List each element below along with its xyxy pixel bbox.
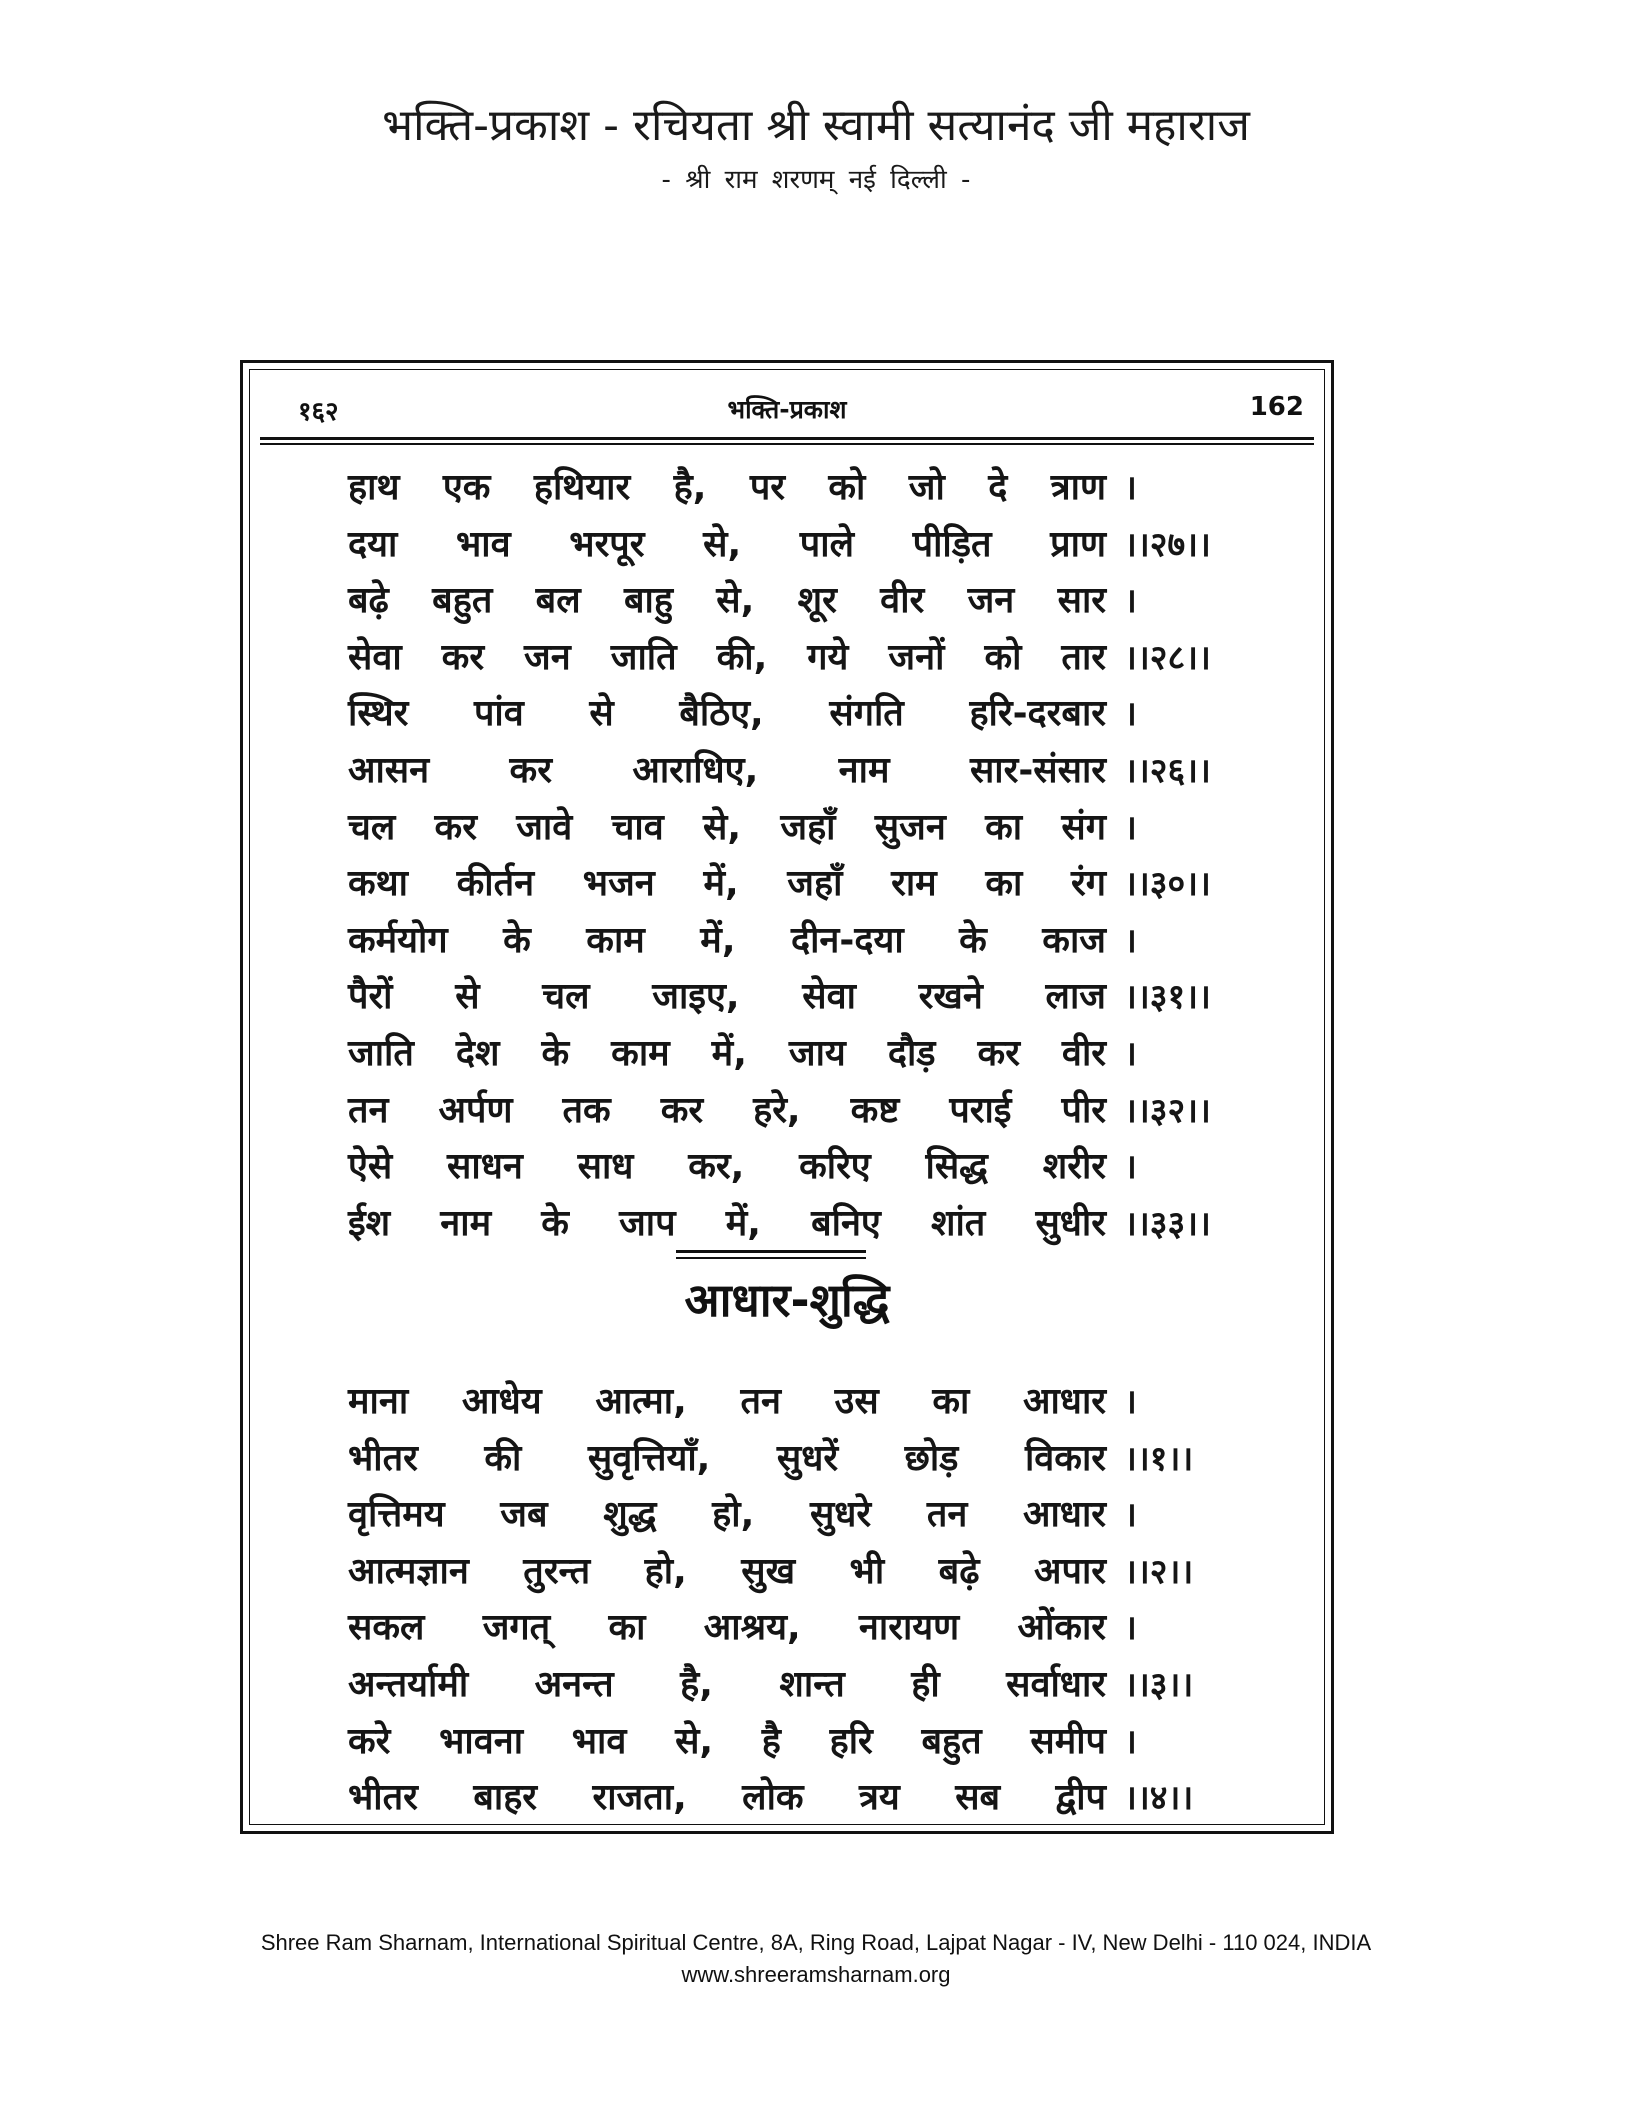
verse-text: तन अर्पण तक कर हरे, कष्ट पराई पीर bbox=[348, 1089, 1106, 1131]
verse-text: ऐसे साधन साध कर, करिए सिद्ध शरीर bbox=[348, 1146, 1106, 1188]
verse-line bbox=[348, 630, 1218, 687]
verse-number: ।।२६।। bbox=[1124, 750, 1211, 791]
page-number-devanagari: १६२ bbox=[298, 397, 339, 427]
verse-number: । bbox=[1124, 1721, 1137, 1762]
scanned-book-page bbox=[240, 360, 1334, 1834]
verse-text: वृत्तिमय जब शुद्ध हो, सुधरे तन आधार bbox=[348, 1494, 1106, 1536]
section-heading-rule-thin bbox=[676, 1257, 866, 1259]
verse-line bbox=[348, 913, 1218, 970]
verse-line bbox=[348, 1196, 1218, 1253]
verse-text: अन्तर्यामी अनन्त है, शान्त ही सर्वाधार bbox=[348, 1663, 1106, 1705]
page-number-arabic: 162 bbox=[1249, 392, 1304, 422]
verse-line bbox=[348, 969, 1218, 1026]
verse-line bbox=[348, 1657, 1218, 1714]
footer-address: Shree Ram Sharnam, International Spiritual Centre, 8A, Ring Road, Lajpat Nagar - IV, New Delhi - 110 024, INDIA bbox=[260, 1930, 1372, 1955]
verse-number: ।।४।। bbox=[1124, 1778, 1194, 1819]
verse-text: आसन कर आराधिए, नाम सार-संसार bbox=[348, 749, 1106, 791]
verse-line bbox=[348, 1431, 1218, 1488]
verse-number: ।।३१।। bbox=[1124, 977, 1211, 1018]
running-title: भक्ति-प्रकाश bbox=[727, 395, 847, 424]
verse-text: माना आधेय आत्मा, तन उस का आधार bbox=[348, 1381, 1106, 1422]
verse-line bbox=[348, 686, 1218, 743]
footer-website: www.shreeramsharnam.org bbox=[681, 1962, 951, 1987]
verse-number: । bbox=[1124, 1495, 1137, 1536]
verse-number: । bbox=[1124, 807, 1137, 848]
verse-line bbox=[348, 1770, 1218, 1827]
verse-text: करे भावना भाव से, है हरि बहुत समीप bbox=[348, 1720, 1106, 1762]
verse-number: ।।२७।। bbox=[1124, 524, 1211, 565]
book-page-inner-frame bbox=[249, 369, 1325, 1825]
verse-number: ।।३२।। bbox=[1124, 1090, 1211, 1131]
section-heading: आधार-शुद्धि bbox=[684, 1273, 890, 1327]
verse-line bbox=[348, 743, 1218, 800]
document-subtitle: - श्री राम शरणम् नई दिल्ली - bbox=[661, 165, 971, 195]
verse-number: ।।२।। bbox=[1124, 1551, 1194, 1592]
verse-number: ।।२८।। bbox=[1124, 637, 1211, 678]
verse-text: सेवा कर जन जाति की, गये जनों को तार bbox=[348, 636, 1106, 678]
verse-line bbox=[348, 1600, 1218, 1657]
verse-line bbox=[348, 1026, 1218, 1083]
verse-number: ।।३०।। bbox=[1124, 864, 1211, 905]
running-head-rule bbox=[260, 437, 1314, 440]
verse-text: बढ़े बहुत बल बाहु से, शूर वीर जन सार bbox=[348, 580, 1106, 622]
verse-number: । bbox=[1124, 1147, 1137, 1188]
verse-text: सकल जगत् का आश्रय, नारायण ओंकार bbox=[348, 1607, 1106, 1649]
verse-block-1 bbox=[348, 460, 1218, 1252]
verse-number: ।।३३।। bbox=[1124, 1203, 1211, 1244]
verse-text: भीतर की सुवृत्तियाँ, सुधरें छोड़ विकार bbox=[348, 1437, 1106, 1479]
verse-block-2 bbox=[348, 1374, 1218, 1827]
verse-text: कर्मयोग के काम में, दीन-दया के काज bbox=[348, 919, 1106, 961]
verse-line bbox=[348, 1139, 1218, 1196]
verse-line bbox=[348, 573, 1218, 630]
verse-number: । bbox=[1124, 1382, 1137, 1422]
verse-text: आत्मज्ञान तुरन्त हो, सुख भी बढ़े अपार bbox=[348, 1550, 1106, 1592]
verse-line bbox=[348, 800, 1218, 857]
verse-line bbox=[348, 856, 1218, 913]
verse-text: दया भाव भरपूर से, पाले पीड़ित प्राण bbox=[348, 523, 1106, 565]
verse-line bbox=[348, 1083, 1218, 1140]
verse-number: । bbox=[1124, 694, 1137, 735]
verse-text: हाथ एक हथियार है, पर को जो दे त्राण bbox=[348, 467, 1106, 508]
verse-text: भीतर बाहर राजता, लोक त्रय सब द्वीप bbox=[348, 1777, 1106, 1819]
verse-text: स्थिर पांव से बैठिए, संगति हरि-दरबार bbox=[348, 693, 1106, 735]
verse-line bbox=[348, 1714, 1218, 1771]
verse-number: ।।१।। bbox=[1124, 1438, 1194, 1479]
verse-number: । bbox=[1124, 1608, 1137, 1649]
document-title: भक्ति-प्रकाश - रचियता श्री स्वामी सत्यानंद जी महाराज bbox=[382, 100, 1250, 151]
verse-line bbox=[348, 517, 1218, 574]
running-head bbox=[260, 392, 1314, 432]
verse-line bbox=[348, 1374, 1218, 1431]
verse-text: ईश नाम के जाप में, बनिए शांत सुधीर bbox=[348, 1202, 1106, 1244]
verse-line bbox=[348, 1544, 1218, 1601]
section-heading-rule bbox=[676, 1250, 866, 1253]
verse-number: ।।३।। bbox=[1124, 1664, 1194, 1705]
verse-text: पैरों से चल जाइए, सेवा रखने लाज bbox=[348, 976, 1106, 1018]
running-head-rule-thin bbox=[260, 443, 1314, 445]
verse-text: कथा कीर्तन भजन में, जहाँ राम का रंग bbox=[348, 863, 1106, 905]
verse-number: । bbox=[1124, 1033, 1137, 1074]
verse-number: । bbox=[1124, 920, 1137, 961]
verse-text: जाति देश के काम में, जाय दौड़ कर वीर bbox=[348, 1032, 1106, 1074]
verse-text: चल कर जावे चाव से, जहाँ सुजन का संग bbox=[348, 806, 1106, 848]
verse-number: । bbox=[1124, 468, 1137, 508]
verse-line bbox=[348, 460, 1218, 517]
verse-number: । bbox=[1124, 581, 1137, 622]
verse-line bbox=[348, 1487, 1218, 1544]
